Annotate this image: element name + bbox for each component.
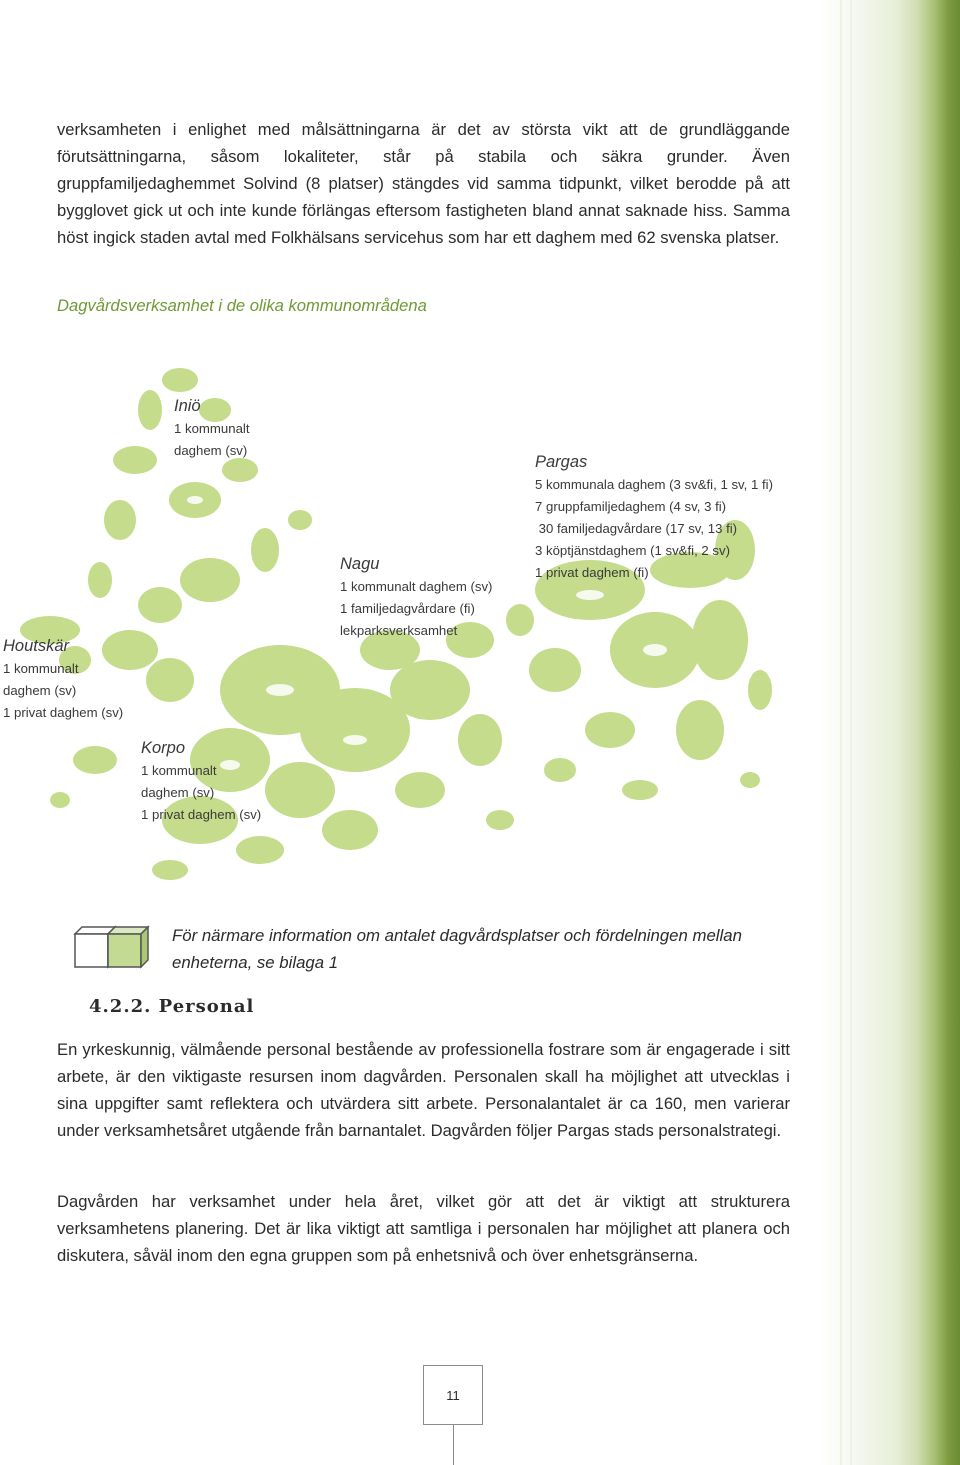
region-line: 1 kommunalt <box>3 661 79 676</box>
sidebar-divider <box>850 0 852 1465</box>
region-name: Korpo <box>141 739 186 757</box>
region-line: 1 kommunalt daghem (sv) <box>340 579 493 594</box>
region-line: 30 familjedagvårdare (17 sv, 13 fi) <box>535 521 738 536</box>
region-line: 1 privat daghem (sv) <box>3 705 124 720</box>
sidebar-divider <box>840 0 842 1465</box>
intro-paragraph: verksamheten i enlighet med målsättningarna är det av största vikt att de grundläggande förutsättningarna, såsom lokaliteter, står på stabila och säkra grunder. Även gruppfamiljedaghemmet Solvind (8 platser) stängdes vid samma tidpunkt, vilket berodde på att bygglovet gick ut och inte kunde förlängas eftersom fastigheten bland annat saknade hiss. Samma höst ingick staden avtal med Folkhälsans servicehus som har ett daghem med 62 svenska platser. <box>57 120 790 247</box>
region-korpo <box>141 736 261 826</box>
region-line: daghem (sv) <box>3 683 77 698</box>
region-nagu <box>340 552 492 642</box>
region-line: daghem (sv) <box>141 785 215 800</box>
region-inio <box>174 394 250 462</box>
region-line: 3 köptjänstdaghem (1 sv&fi, 2 sv) <box>535 543 730 558</box>
page-number <box>423 1365 483 1425</box>
region-line: lekparksverksamhet <box>340 623 458 638</box>
region-line: 1 privat daghem (sv) <box>141 807 262 822</box>
region-line: 1 privat daghem (fi) <box>535 565 649 580</box>
region-pargas <box>535 450 773 584</box>
region-line: 1 familjedagvårdare (fi) <box>340 601 475 616</box>
region-name: Iniö <box>174 397 201 415</box>
page-number-line <box>453 1424 454 1465</box>
region-name: Houtskär <box>3 637 70 655</box>
region-name: Nagu <box>340 555 380 573</box>
region-line: 1 kommunalt <box>174 421 250 436</box>
region-houtskar <box>3 634 123 724</box>
personal-paragraph-2: Dagvården har verksamhet under hela året, vilket gör att det är viktigt att strukturera verksamhetens planering. Det är lika viktigt att samtliga i personalen har möjlighet att planera och diskutera, såväl inom den egna gruppen som på enhetsnivå och över enhetsgränserna. <box>57 1192 790 1265</box>
region-line: 7 gruppfamiljedaghem (4 sv, 3 fi) <box>535 499 727 514</box>
region-line: 1 kommunalt <box>141 763 217 778</box>
appendix-note: För närmare information om antalet dagvårdsplatser och fördelningen mellan enheterna, se bilaga 1 <box>172 926 742 972</box>
archipelago-map <box>0 350 820 890</box>
region-line: daghem (sv) <box>174 443 248 458</box>
map-caption: Dagvårdsverksamhet i de olika kommunområdena <box>57 296 427 315</box>
region-name: Pargas <box>535 453 588 471</box>
personal-paragraph-1: En yrkeskunnig, välmående personal bestående av professionella fostrare som är engagerade i sitt arbete, är den viktigaste resursen inom dagvården. Personalen skall ha möjlighet att utvecklas i sina uppgifter samt reflektera och utvärdera sitt arbete. Personalantalet är ca 160, men varierar under verksamhetsåret utgående från barnantalet. Dagvården följer Pargas stads personalstrategi. <box>57 1040 790 1140</box>
page-number-text: 11 <box>446 1387 460 1403</box>
cubes-icon <box>72 924 152 970</box>
region-line: 5 kommunala daghem (3 sv&fi, 1 sv, 1 fi) <box>535 477 773 492</box>
section-heading: 4.2.2. Personal <box>89 996 255 1017</box>
